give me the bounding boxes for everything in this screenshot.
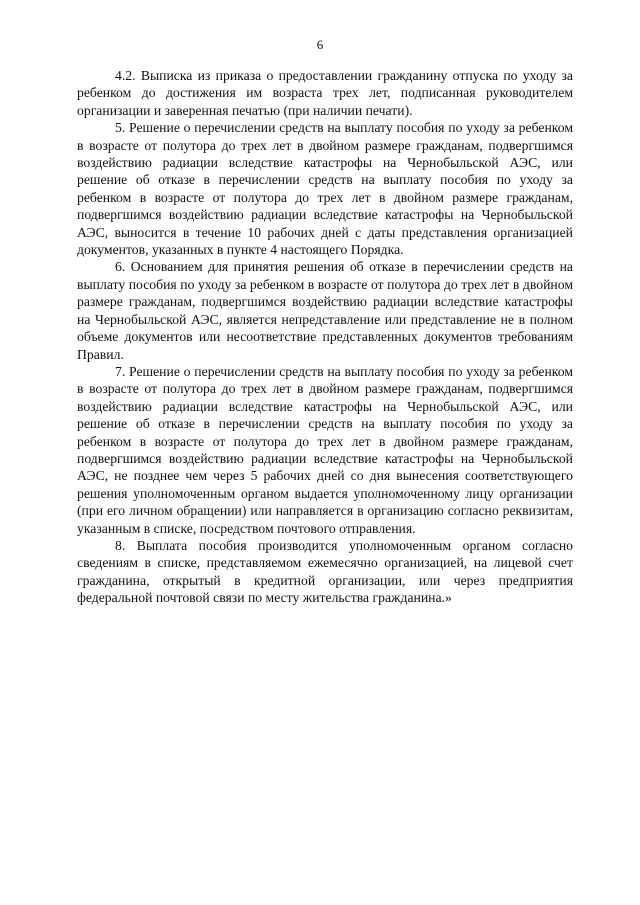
paragraph-5: 5. Решение о перечислении средств на выплату пособия по уходу за ребенком в возрасте от полутора до трех лет в двойном размере гражданам, подвергшимся воздействию радиации вследствие катастрофы на Чернобыльской АЭС, или решение об отказе в перечислении средств на выплату пособия по уходу за ребенком в возрасте от полутора до трех лет в двойном размере гражданам, подвергшимся воздействию радиации вследствие катастрофы на Чернобыльской АЭС, выносится в течение 10 рабочих дней с даты представления организацией документов, указанных в пункте 4 настоящего Порядка. (77, 120, 573, 258)
document-body (77, 67, 573, 607)
paragraph-6: 6. Основанием для принятия решения об отказе в перечислении средств на выплату пособия по уходу за ребенком в возрасте от полутора до трех лет в двойном размере гражданам, подвергшимся воздействию радиации вследствие катастрофы на Чернобыльской АЭС, является непредставление или представление не в полном объеме документов или несоответствие представленных документов требованиям Правил. (77, 259, 573, 362)
paragraph-7: 7. Решение о перечислении средств на выплату пособия по уходу за ребенком в возрасте от полутора до трех лет в двойном размере гражданам, подвергшимся воздействию радиации вследствие катастрофы на Чернобыльской АЭС, или решение об отказе в перечислении средств на выплату пособия по уходу за ребенком в возрасте от полутора до трех лет в двойном размере гражданам, подвергшимся воздействию радиации вследствие катастрофы на Чернобыльской АЭС, не позднее чем через 5 рабочих дней со дня вынесения соответствующего решения уполномоченным органом выдается уполномоченному лицу организации (при его личном обращении) или направляется в организацию согласно реквизитам, указанным в списке, посредством почтового отправления. (77, 363, 573, 536)
page-number: 6 (316, 37, 324, 52)
paragraph-8: 8. Выплата пособия производится уполномоченным органом согласно сведениям в списке, представляемом ежемесячно организацией, на лицевой счет гражданина, открытый в кредитной организации, или через предприятия федеральной почтовой связи по месту жительства гражданина.» (77, 537, 573, 606)
paragraph-4-2: 4.2. Выписка из приказа о предоставлении гражданину отпуска по уходу за ребенком до достижения им возраста трех лет, подписанная руководителем организации и заверенная печатью (при наличии печати). (77, 68, 573, 118)
